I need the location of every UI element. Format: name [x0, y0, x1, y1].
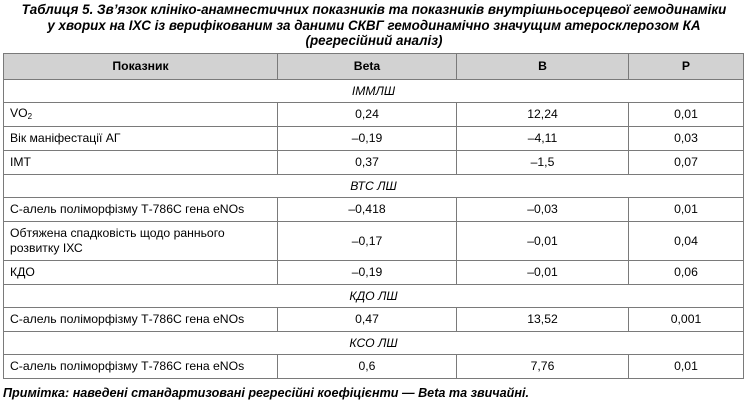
table-row	[4, 198, 744, 222]
indicator-cell: ІМТ	[4, 151, 278, 175]
b-cell: 13,52	[457, 308, 629, 332]
b-cell: –0,01	[457, 222, 629, 261]
beta-cell: –0,418	[278, 198, 457, 222]
table-row	[4, 151, 744, 175]
indicator-subscript: 2	[27, 111, 33, 121]
p-cell: 0,07	[629, 151, 744, 175]
indicator-cell: КДО	[4, 261, 278, 285]
table-row	[4, 103, 744, 127]
p-cell: 0,01	[629, 103, 744, 127]
indicator-cell: Обтяжена спадковість щодо раннього розвитку ІХС	[4, 222, 278, 261]
column-header-beta: Beta	[278, 54, 457, 80]
group-label: ВТС ЛШ	[4, 175, 744, 198]
p-cell: 0,001	[629, 308, 744, 332]
p-cell: 0,01	[629, 355, 744, 379]
column-header-b: B	[457, 54, 629, 80]
b-cell: 12,24	[457, 103, 629, 127]
regression-table	[3, 53, 744, 379]
indicator-cell	[4, 103, 278, 127]
column-header-p: P	[629, 54, 744, 80]
beta-cell: 0,6	[278, 355, 457, 379]
table-row	[4, 222, 744, 261]
p-cell: 0,06	[629, 261, 744, 285]
p-cell: 0,04	[629, 222, 744, 261]
b-cell: 7,76	[457, 355, 629, 379]
indicator-cell: С-алель поліморфізму Т-786С гена eNOs	[4, 308, 278, 332]
p-cell: 0,01	[629, 198, 744, 222]
indicator-cell: Вік маніфестації АГ	[4, 127, 278, 151]
table-row	[4, 127, 744, 151]
beta-cell: 0,24	[278, 103, 457, 127]
group-row	[4, 175, 744, 198]
beta-cell: 0,37	[278, 151, 457, 175]
caption-line: у хворих на ІХС із верифікованим за даними СКВГ гемодинамічно значущим атеросклерозом КА	[47, 17, 701, 33]
group-label: КДО ЛШ	[4, 285, 744, 308]
group-row	[4, 80, 744, 103]
b-cell: –4,11	[457, 127, 629, 151]
b-cell: –0,03	[457, 198, 629, 222]
group-row	[4, 332, 744, 355]
table-row	[4, 355, 744, 379]
group-label: ІММЛШ	[4, 80, 744, 103]
beta-cell: –0,19	[278, 127, 457, 151]
b-cell: –1,5	[457, 151, 629, 175]
header-row	[4, 54, 744, 80]
caption-line: (регресійний аналіз)	[305, 33, 443, 48]
indicator-cell: С-алель поліморфізму Т-786С гена eNOs	[4, 198, 278, 222]
beta-cell: –0,17	[278, 222, 457, 261]
beta-cell: 0,47	[278, 308, 457, 332]
column-header-indicator: Показник	[4, 54, 278, 80]
b-cell: –0,01	[457, 261, 629, 285]
table-caption	[0, 2, 748, 49]
p-cell: 0,03	[629, 127, 744, 151]
group-row	[4, 285, 744, 308]
table-footnote: Примітка: наведені стандартизовані регресійні коефіцієнти — Beta та звичайні.	[3, 386, 529, 400]
beta-cell: –0,19	[278, 261, 457, 285]
indicator-text: VO	[10, 105, 28, 120]
table-row	[4, 261, 744, 285]
table-row	[4, 308, 744, 332]
caption-line: Таблиця 5. Зв’язок клініко-анамнестичних показників та показників внутрішньосерцевої гемодинаміки	[21, 2, 727, 17]
indicator-cell: С-алель поліморфізму Т-786С гена eNOs	[4, 355, 278, 379]
group-label: КСО ЛШ	[4, 332, 744, 355]
